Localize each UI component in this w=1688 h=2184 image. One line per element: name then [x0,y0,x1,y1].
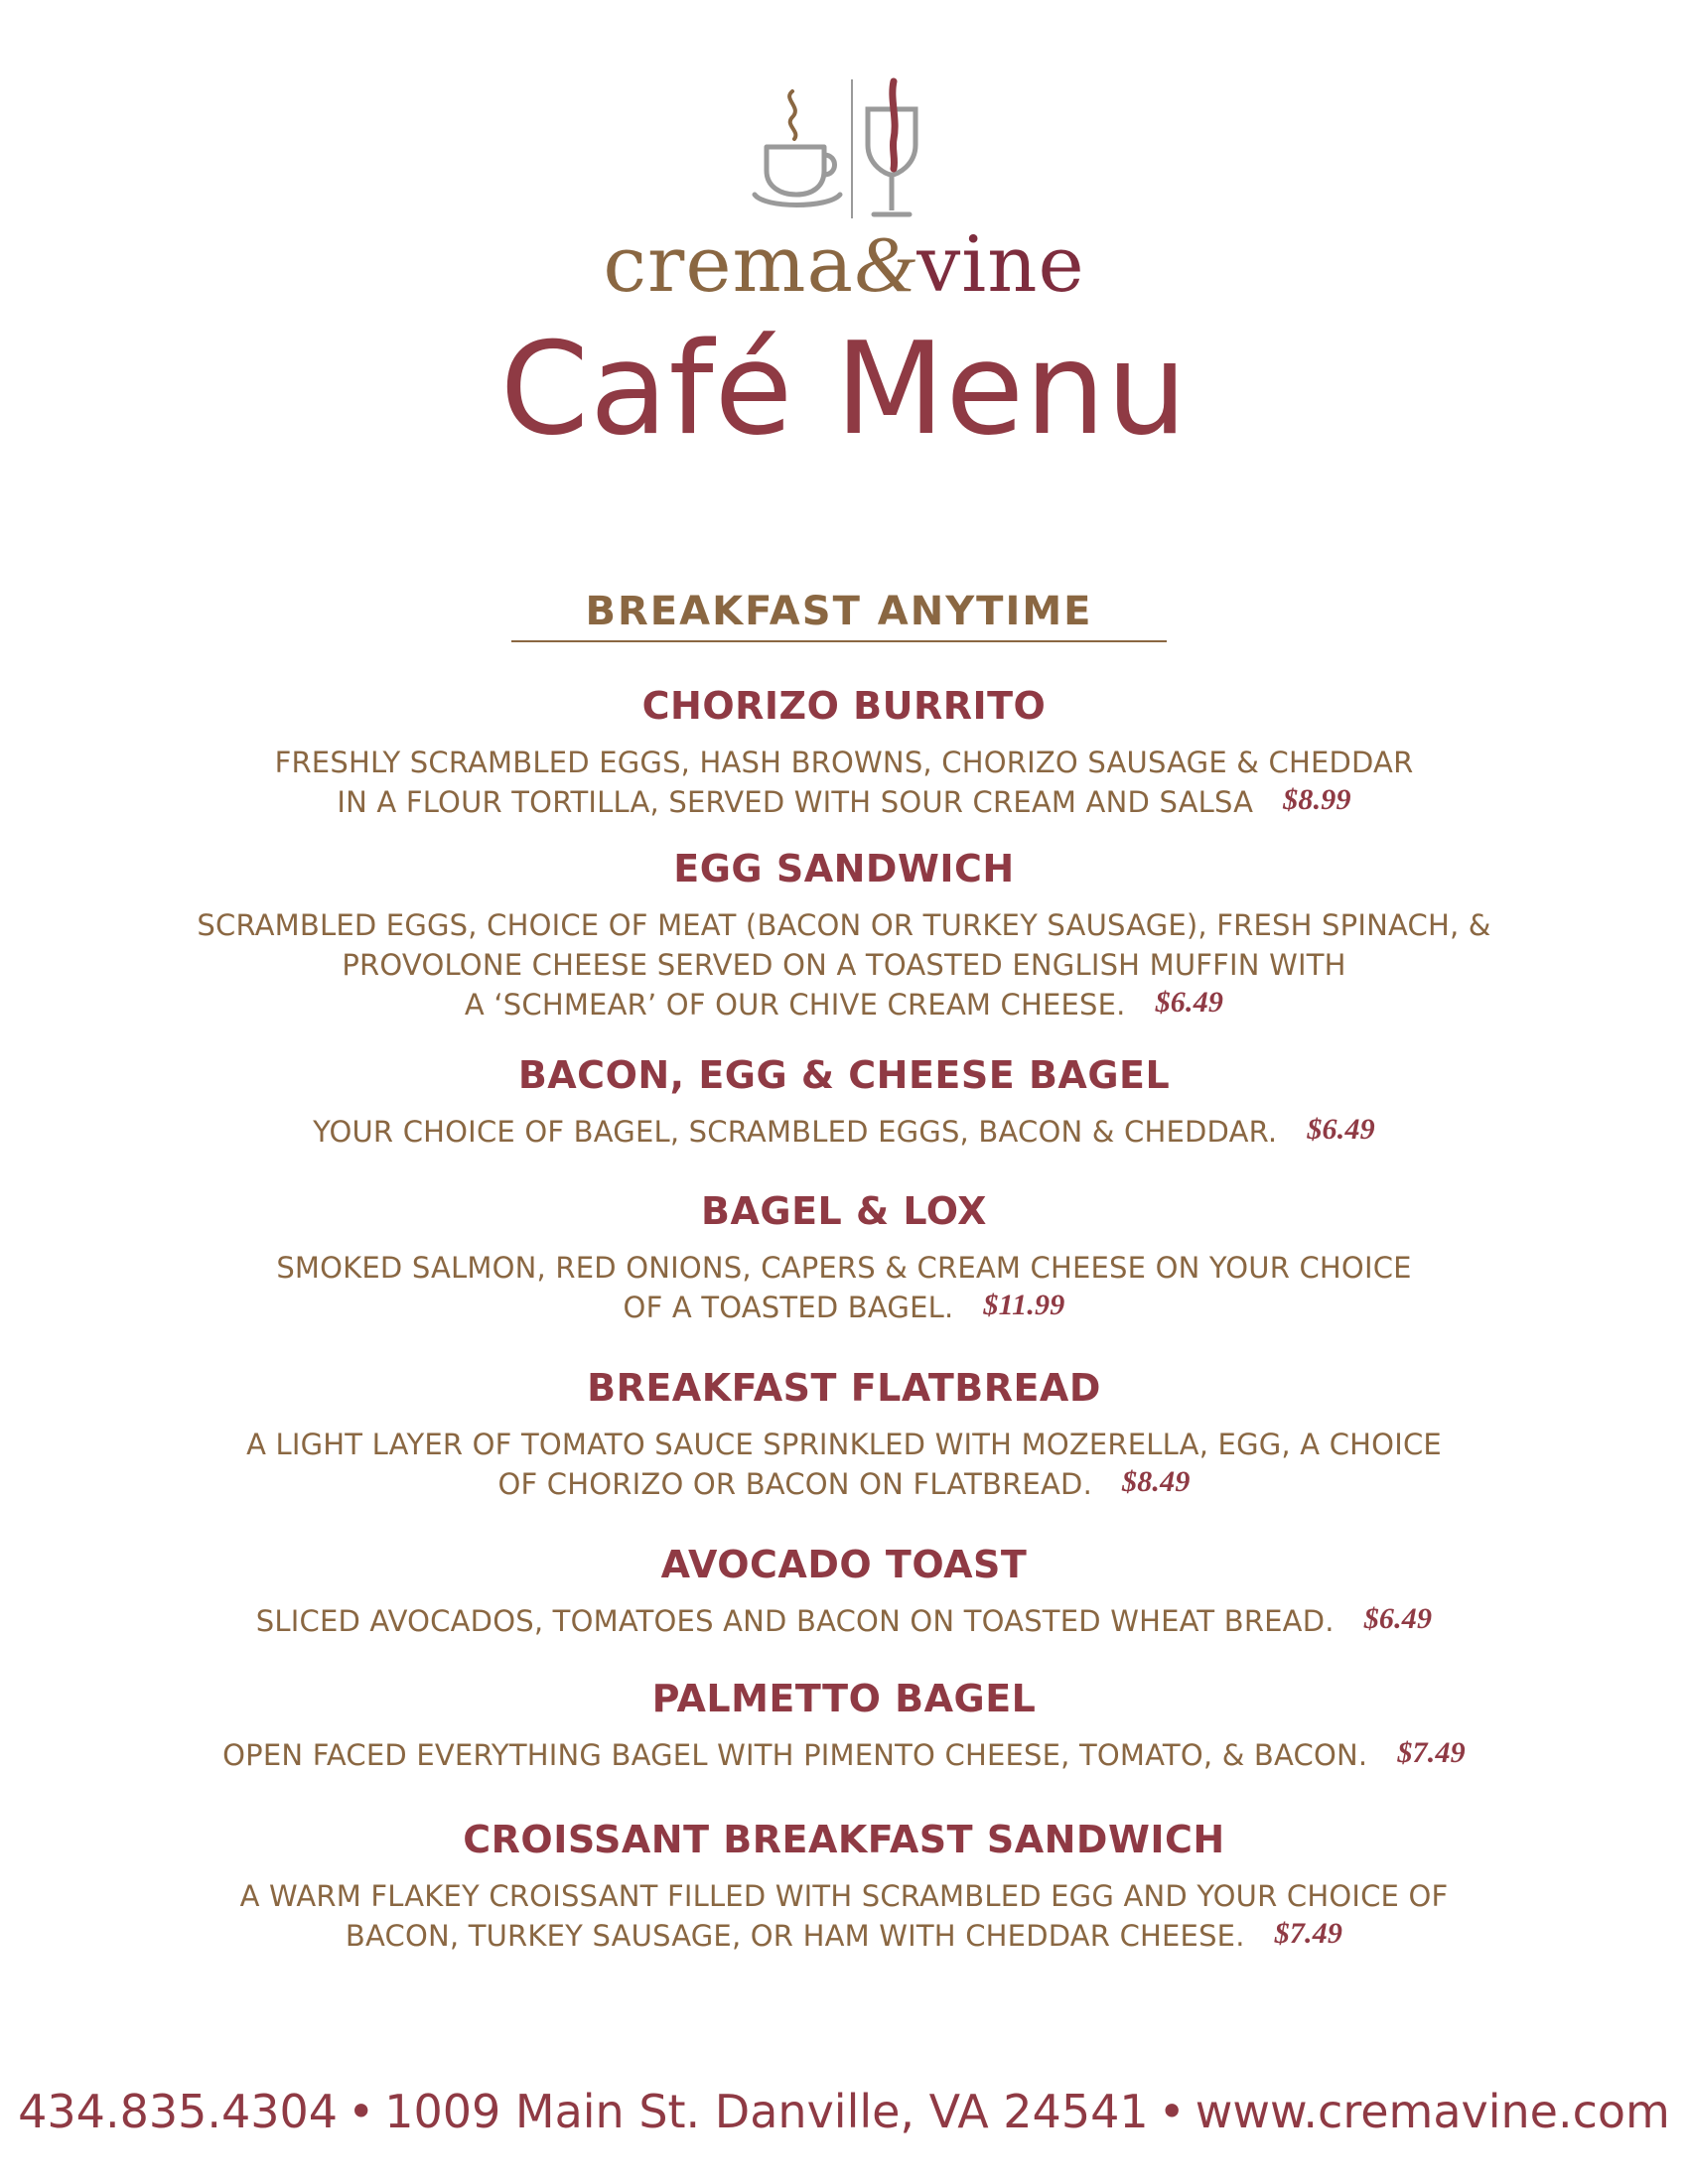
description-line: SCRAMBLED EGGS, CHOICE OF MEAT (BACON OR TURKEY SAUSAGE), FRESH SPINACH, & [197,908,1491,942]
item-price: $6.49 [1155,986,1224,1019]
description-line: BACON, TURKEY SAUSAGE, OR HAM WITH CHEDDAR CHEESE. [345,1919,1245,1953]
logo-mark [745,69,943,218]
brand-vine: vine [916,220,1085,310]
menu-item-palmetto-bagel [0,1676,1688,1776]
item-name: CHORIZO BURRITO [641,684,1047,728]
description-line: FRESHLY SCRAMBLED EGGS, HASH BROWNS, CHORIZO SAUSAGE & CHEDDAR [274,746,1414,779]
description-line: IN A FLOUR TORTILLA, SERVED WITH SOUR CREAM AND SALSA [337,785,1254,819]
item-description [0,1876,1688,1957]
item-price: $6.49 [1363,1602,1433,1635]
menu-item-egg-sandwich [0,846,1688,1025]
coffee-cup-icon [755,147,840,205]
address: 1009 Main St. Danville, VA 24541 [384,2085,1149,2138]
item-description [0,1735,1688,1776]
description-line: SMOKED SALMON, RED ONIONS, CAPERS & CREAM CHEESE ON YOUR CHOICE [276,1251,1412,1285]
website-link[interactable]: www.cremavine.com [1195,2085,1670,2138]
item-description [0,1248,1688,1328]
menu-item-croissant-breakfast-sandwich [0,1817,1688,1957]
wine-glass-icon [868,81,915,214]
item-description [0,1112,1688,1153]
item-price: $7.49 [1397,1736,1466,1769]
item-description [0,1601,1688,1642]
description-line: OPEN FACED EVERYTHING BAGEL WITH PIMENTO CHEESE, TOMATO, & BACON. [222,1738,1368,1772]
item-price: $6.49 [1307,1113,1375,1146]
description-line: OF A TOASTED BAGEL. [623,1291,954,1324]
description-line: SLICED AVOCADOS, TOMATOES AND BACON ON TOASTED WHEAT BREAD. [255,1604,1335,1638]
brand-ampersand: & [853,221,917,309]
brand-crema: crema [603,220,854,310]
item-name: CROISSANT BREAKFAST SANDWICH [463,1818,1225,1861]
item-price: $7.49 [1274,1917,1343,1950]
item-name: BAGEL & LOX [701,1189,987,1233]
description-line: OF CHORIZO OR BACON ON FLATBREAD. [497,1467,1093,1501]
phone-number[interactable]: 434.835.4304 [18,2085,339,2138]
item-name: AVOCADO TOAST [660,1543,1028,1586]
brand-name [0,220,1688,311]
item-price: $8.99 [1283,783,1351,816]
item-description [0,743,1688,823]
separator: • [348,2085,375,2138]
item-price: $11.99 [983,1289,1065,1321]
item-name: BREAKFAST FLATBREAD [587,1366,1101,1410]
item-description [0,1425,1688,1505]
description-line: A ‘SCHMEAR’ OF OUR CHIVE CREAM CHEESE. [464,988,1126,1022]
menu-item-bacon-egg-cheese-bagel [0,1052,1688,1153]
logo [0,69,1688,218]
footer-contact [0,2085,1688,2138]
section-title: BREAKFAST ANYTIME [511,589,1167,642]
page-title: Café Menu [499,316,1189,464]
item-name: PALMETTO BAGEL [651,1677,1037,1720]
menu-item-avocado-toast [0,1542,1688,1642]
separator: • [1158,2085,1186,2138]
item-description [0,905,1688,1025]
menu-item-bagel-lox [0,1188,1688,1328]
item-price: $8.49 [1122,1465,1191,1498]
menu-item-chorizo-burrito [0,683,1688,823]
description-line: PROVOLONE CHEESE SERVED ON A TOASTED ENGLISH MUFFIN WITH [342,948,1346,982]
description-line: A WARM FLAKEY CROISSANT FILLED WITH SCRAMBLED EGG AND YOUR CHOICE OF [239,1879,1449,1913]
item-name: BACON, EGG & CHEESE BAGEL [517,1053,1171,1097]
steam-icon [789,91,795,139]
item-name: EGG SANDWICH [673,847,1015,890]
description-line: YOUR CHOICE OF BAGEL, SCRAMBLED EGGS, BACON & CHEDDAR. [313,1115,1278,1149]
menu-item-breakfast-flatbread [0,1365,1688,1505]
description-line: A LIGHT LAYER OF TOMATO SAUCE SPRINKLED WITH MOZERELLA, EGG, A CHOICE [246,1428,1442,1461]
